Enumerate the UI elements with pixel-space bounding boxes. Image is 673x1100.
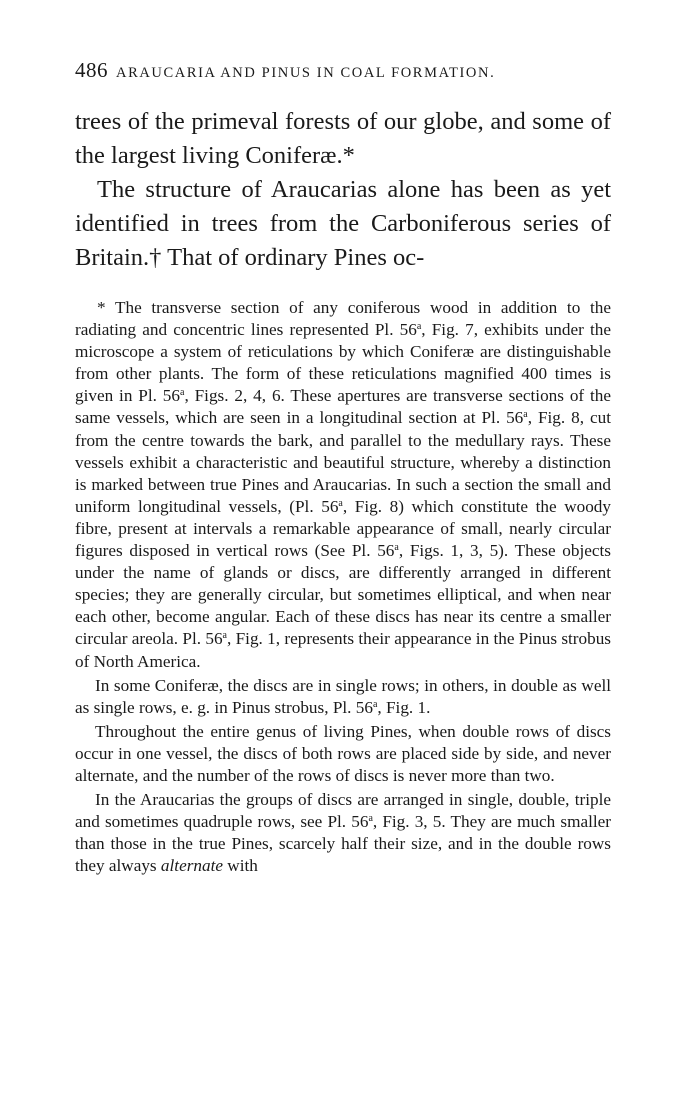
footnote-text: , Fig. 8) which constitute the woody fibre, present at intervals a remarkable appearance of small, nearly circular figures disposed in vertical rows (See Pl. 56 [75,496,611,561]
body-paragraph: The structure of Araucarias alone has been as yet identified in trees from the Carboniferous series of Britain.† That of ordinary Pines oc- [75,176,611,271]
footnote-paragraph [75,297,611,673]
footnote-marker: * [97,298,106,317]
footnote-text: , Figs. 2, 4, 6. These apertures are transverse sections of the same vessels, which are seen in a longitudinal section at Pl. 56 [75,386,612,428]
footnote-text: with [222,856,258,876]
page-number: 486 [75,58,108,82]
footnote-paragraph [75,721,611,787]
footnote-text: , Fig. 7, exhibits under the microscope a system of reticulations by which Coniferæ are distinguishable from other plants. The form of these reticulations magnified 400 times is given in Pl. 56 [75,320,611,406]
footnote-paragraph [75,675,611,719]
superscript: a [180,387,185,399]
superscript: a [338,497,343,509]
footnote-text: , Fig. 3, 5. They are much smaller than those in the true Pines, scarcely half their size, and in the double rows they always [75,812,611,876]
running-title: ARAUCARIA AND PINUS IN COAL FORMATION. [116,65,496,81]
superscript: a [372,698,378,710]
superscript: a [394,542,399,554]
footnote-text: , Fig. 1, represents their appearance in the Pinus strobus of North America. [75,629,611,671]
superscript: a [368,813,373,825]
superscript: a [523,409,528,421]
footnote-text: In the Araucarias the groups of discs are arranged in single, double, triple and sometimes quadruple rows, see Pl. 56 [75,790,611,832]
footnote-text: Throughout the entire genus of living Pines, when double rows of discs occur in one vessel, the discs of both rows are placed side by side, and never alternate, and the number of the rows of discs is never more than two. [75,721,611,785]
book-page [75,58,611,877]
running-head [75,58,611,83]
footnote-text: The transverse section of any coniferous wood in addition to the radiating and concentric lines represented Pl. 56 [75,298,611,340]
footnote-text: , Fig. 1. [377,697,431,717]
superscript: a [416,321,422,333]
emphasis: alternate [160,856,223,876]
superscript: a [222,630,227,642]
main-text [75,105,611,275]
footnote-text: In some Coniferæ, the discs are in single rows; in others, in double as well as single rows, e. g. in Pinus strobus, Pl. 56 [75,675,611,717]
footnotes [75,297,611,877]
footnote-text: , Fig. 8, cut from the centre towards the bark, and parallel to the medullary rays. These vessels exhibit a characteristic and beautiful structure, whereby a distinction is marked between true Pines and Araucarias. In such a section the small and uniform longitudinal vessels, (Pl. 56 [75,408,611,516]
footnote-paragraph [75,789,611,877]
footnote-text: , Figs. 1, 3, 5). These objects under the name of glands or discs, are differently arranged in different species; they are generally circular, but sometimes elliptical, and when near each other, become angular. Each of these discs has near its centre a smaller circular areola. Pl. 56 [75,541,611,649]
body-paragraph: trees of the primeval forests of our globe, and some of the largest living Coniferæ.* [75,108,611,169]
